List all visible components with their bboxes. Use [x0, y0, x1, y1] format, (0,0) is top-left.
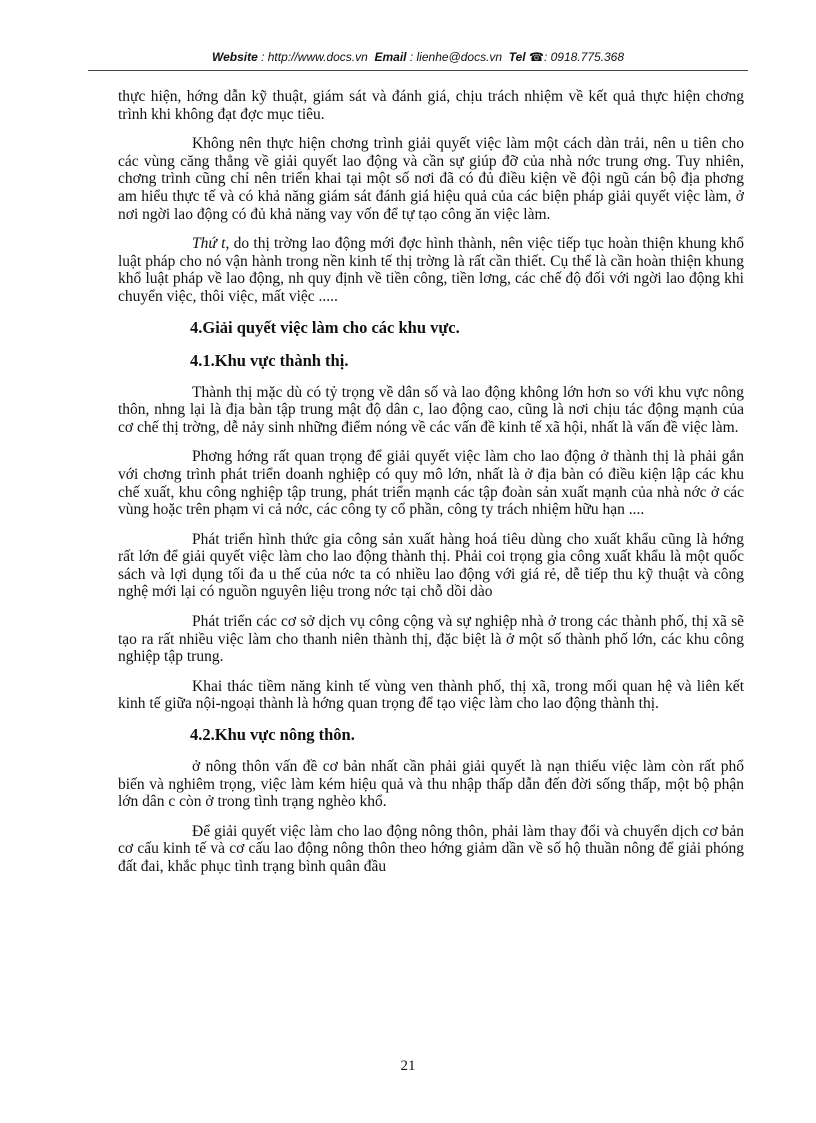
- header-rule: [88, 70, 748, 71]
- paragraph-8: Khai thác tiềm năng kinh tế vùng ven thành phố, thị xã, trong mối quan hệ và liên kết kinh tế giữa nội-ngoại thành là hớng quan trọng để tạo việc làm cho lao động thành thị.: [118, 677, 744, 713]
- paragraph-3-text: , do thị trờng lao động mới đợc hình thành, nên việc tiếp tục hoàn thiện khung khổ luật pháp cho nó vận hành trong nền kinh tế thị trờng là rất cần thiết. Cụ thể là cần hoàn thiện khung khổ luật pháp về lao động, nh quy định về tiền công, tiền lơng, các chế độ đối với ngời lao động khi chuyển việc, thôi việc, mất việc .....: [118, 235, 744, 305]
- tel-label: Tel: [508, 50, 526, 64]
- email-label: Email: [374, 50, 407, 64]
- paragraph-6: Phát triển hình thức gia công sản xuất hàng hoá tiêu dùng cho xuất khẩu cũng là hớng rất lớn để giải quyết việc làm cho lao động thành thị. Phải coi trọng gia công xuất khẩu là một quốc sách và lợi dụng tối đa u thế của nớc ta có nhiều lao động với giá rẻ, dễ tiếp thu kỹ thuật và công nghệ mới lại có nguồn nguyên liệu trong nớc tại chỗ dồi dào: [118, 530, 744, 601]
- website-value: : http://www.docs.vn: [261, 50, 368, 64]
- paragraph-3-lead: Thứ t: [192, 235, 226, 253]
- page-header: [88, 50, 748, 64]
- paragraph-1: thực hiện, hớng dẫn kỹ thuật, giám sát và đánh giá, chịu trách nhiệm về kết quả thực hiện chơng trình khi không đạt đợc mục tiêu.: [118, 88, 744, 123]
- paragraph-10: Để giải quyết việc làm cho lao động nông thôn, phải làm thay đổi và chuyển dịch cơ bản cơ cấu kinh tế và cơ cấu lao động nông thôn theo hớng giảm dần về số hộ thuần nông để giải phóng đất đai, khắc phục tình trạng bình quân đầu: [118, 822, 744, 875]
- paragraph-4: Thành thị mặc dù có tỷ trọng về dân số và lao động không lớn hơn so với khu vực nông thôn, nhng lại là địa bàn tập trung mật độ dân c, lao động cao, cũng là nơi chịu tác động mạnh của cơ chế thị trờng, dễ nảy sinh những điểm nóng về các vấn đề kinh tế xã hội, nhất là vấn đề việc làm.: [118, 383, 744, 436]
- website-label: Website: [211, 50, 258, 64]
- email-value: : lienhe@docs.vn: [409, 50, 503, 64]
- page-number: 21: [400, 1058, 416, 1074]
- paragraph-3: [118, 235, 744, 305]
- tel-value: : 0918.775.368: [543, 50, 625, 64]
- paragraph-2: Không nên thực hiện chơng trình giải quyết việc làm một cách dàn trải, nên u tiên cho các vùng căng thẳng về giải quyết lao động và cần sự giúp đỡ của nhà nớc trung ơng. Tuy nhiên, chơng trình cũng chỉ nên triển khai tại một số nơi đã có đủ điều kiện về đội ngũ cán bộ địa phơng am hiểu thực tế và có khả năng giám sát đánh giá hiệu quả của các biện pháp giải quyết việc làm, ở nơi ngời lao động có đủ khả năng vay vốn để tự tạo công ăn việc làm.: [118, 135, 744, 223]
- paragraph-5: Phơng hớng rất quan trọng để giải quyết việc làm cho lao động ở thành thị là phải gắn với chơng trình phát triển doanh nghiệp có quy mô lớn, nhất là ở địa bàn có điều kiện lập các khu chế xuất, khu công nghiệp tập trung, phát triển mạnh các tập đoàn sản xuất mạnh của nhà nớc ở các vùng hoặc trên phạm vi cả nớc, các công ty cổ phần, công ty trách nhiệm hữu hạn ....: [118, 448, 744, 519]
- document-body: [118, 88, 744, 888]
- section-heading-4-1: 4.1.Khu vực thành thị.: [190, 350, 349, 370]
- paragraph-7: Phát triển các cơ sở dịch vụ công cộng và sự nghiệp nhà ở trong các thành phố, thị xã sẽ tạo ra rất nhiều việc làm cho thanh niên thành thị, đặc biệt là ở một số thành phố lớn, các khu công nghiệp tập trung.: [118, 613, 744, 666]
- paragraph-9: ở nông thôn vấn đề cơ bản nhất cần phải giải quyết là nạn thiếu việc làm còn rất phổ biến và nghiêm trọng, việc làm kém hiệu quả và thu nhập thấp dẫn đến đời sống thấp, một bộ phận lớn dân c còn ở trong tình trạng nghèo khổ.: [118, 758, 744, 811]
- telephone-icon: ☎: [529, 50, 544, 64]
- section-heading-4: 4.Giải quyết việc làm cho các khu vực.: [190, 317, 460, 337]
- section-heading-4-2: 4.2.Khu vực nông thôn.: [190, 725, 355, 745]
